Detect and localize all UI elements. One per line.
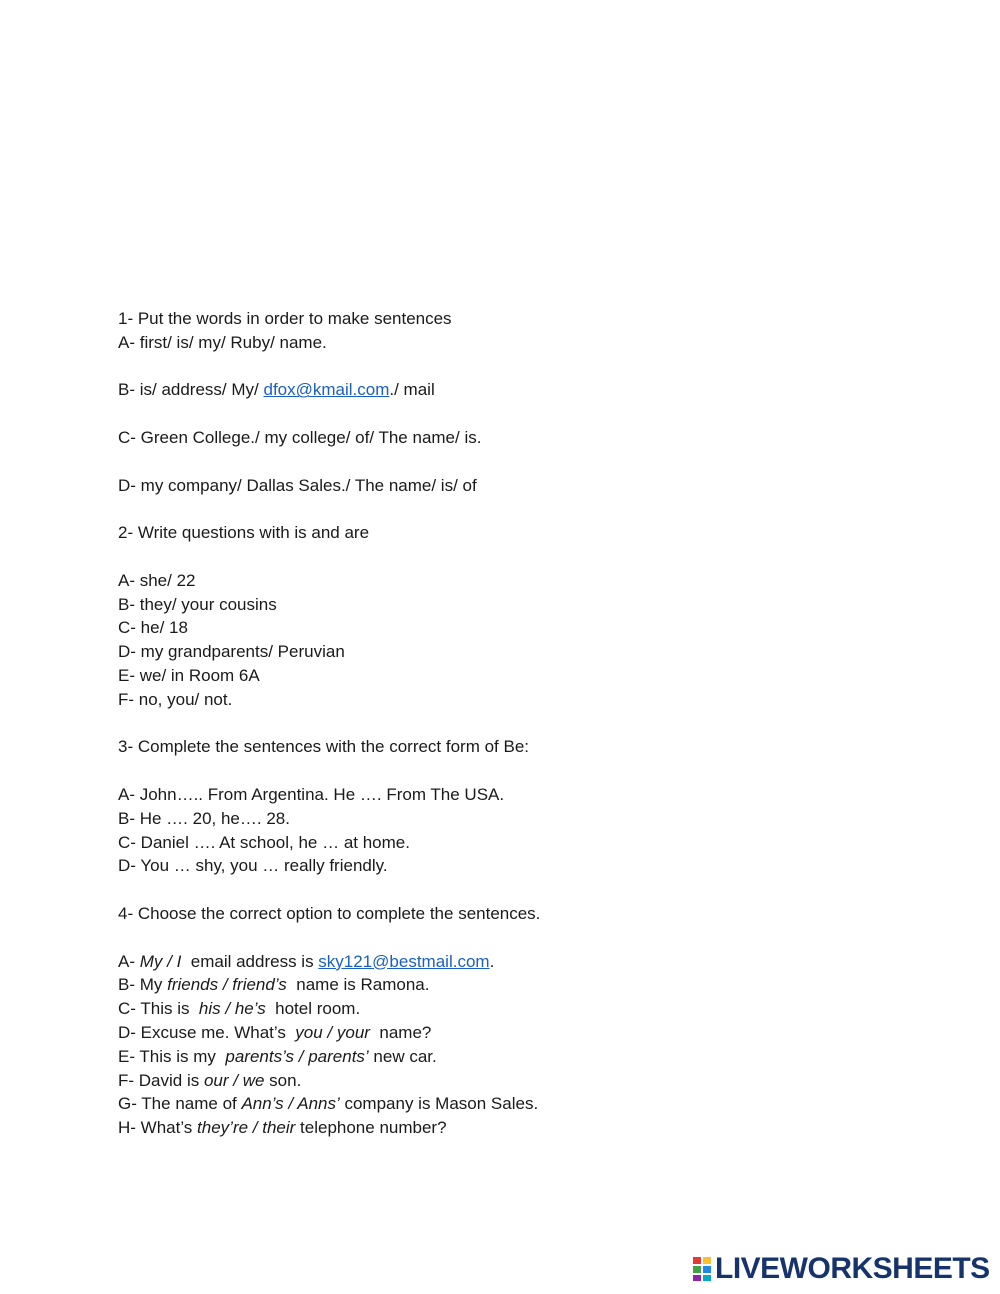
option-choice[interactable]: Ann’s / Anns’	[241, 1094, 340, 1114]
item-text: .	[489, 951, 495, 971]
section-4-item-g	[118, 1092, 878, 1116]
item-text: F- David is	[118, 1070, 204, 1090]
item-text: name is Ramona.	[286, 975, 430, 995]
section-3-heading: 3- Complete the sentences with the correct form of Be:	[118, 737, 530, 757]
option-choice[interactable]: friends / friend’s	[167, 975, 287, 995]
item-text: A-	[118, 951, 140, 971]
section-4-item-a	[118, 950, 878, 974]
spacer	[118, 355, 878, 379]
section-2-item-b: B- they/ your cousins	[118, 594, 277, 614]
spacer	[118, 878, 878, 902]
section-4-item-d	[118, 1021, 878, 1045]
item-text: B- My	[118, 975, 168, 995]
item-text: hotel room.	[265, 999, 361, 1019]
email-link[interactable]: sky121@bestmail.com	[318, 951, 490, 971]
option-choice[interactable]: they’re / their	[197, 1118, 296, 1138]
section-3-item-b: B- He …. 20, he…. 28.	[118, 808, 290, 828]
option-choice[interactable]: My / I	[139, 951, 182, 971]
liveworksheets-brand[interactable]	[692, 1253, 990, 1285]
spacer	[118, 545, 878, 569]
spacer	[118, 759, 878, 783]
item-text: email address is	[181, 951, 319, 971]
spacer	[118, 497, 878, 521]
spacer	[118, 712, 878, 736]
logo-tile	[702, 1274, 712, 1282]
section-2-item-e: E- we/ in Room 6A	[118, 665, 260, 685]
spacer	[118, 450, 878, 474]
option-choice[interactable]: his / he’s	[198, 999, 266, 1019]
section-2-heading: 2- Write questions with is and are	[118, 523, 370, 543]
section-3-item-a: A- John….. From Argentina. He …. From The USA.	[118, 784, 505, 804]
item-text: ./ mail	[389, 380, 435, 400]
section-4-item-b	[118, 973, 878, 997]
section-4-item-h	[118, 1116, 878, 1140]
item-text: D- Excuse me. What’s	[118, 1022, 296, 1042]
brand-name: LIVEWORKSHEETS	[715, 1252, 990, 1285]
worksheet	[118, 307, 878, 1140]
item-text: H- What’s	[118, 1118, 198, 1138]
item-text: name?	[369, 1022, 432, 1042]
section-1-item-d: D- my company/ Dallas Sales./ The name/ is/ of	[118, 475, 477, 495]
liveworksheets-logo-icon	[692, 1256, 712, 1282]
section-1-item-c: C- Green College./ my college/ of/ The name/ is.	[118, 427, 482, 447]
spacer	[118, 926, 878, 950]
section-4-item-f	[118, 1069, 878, 1093]
item-text: G- The name of	[118, 1094, 242, 1114]
item-text: C- This is	[118, 999, 199, 1019]
logo-tile	[702, 1256, 712, 1265]
option-choice[interactable]: you / your	[295, 1022, 370, 1042]
item-text: son.	[264, 1070, 302, 1090]
logo-tile	[692, 1256, 702, 1265]
logo-tile	[692, 1274, 702, 1282]
item-text: telephone number?	[295, 1118, 447, 1138]
spacer	[118, 402, 878, 426]
logo-tile	[692, 1265, 702, 1274]
section-2-item-a: A- she/ 22	[118, 570, 196, 590]
section-3-item-c: C- Daniel …. At school, he … at home.	[118, 832, 410, 852]
section-4-item-e	[118, 1045, 878, 1069]
section-2-item-f: F- no, you/ not.	[118, 689, 233, 709]
email-link[interactable]: dfox@kmail.com	[263, 380, 390, 400]
section-1-item-a: A- first/ is/ my/ Ruby/ name.	[118, 332, 327, 352]
item-text: company is Mason Sales.	[339, 1094, 539, 1114]
section-3-item-d: D- You … shy, you … really friendly.	[118, 856, 388, 876]
item-text: new car.	[368, 1046, 437, 1066]
option-choice[interactable]: parents’s / parents’	[225, 1046, 369, 1066]
section-1-item-b	[118, 378, 878, 402]
section-1-heading: 1- Put the words in order to make sentences	[118, 309, 452, 328]
section-2-item-c: C- he/ 18	[118, 618, 188, 638]
item-text: E- This is my	[118, 1046, 226, 1066]
section-4-item-c	[118, 997, 878, 1021]
item-text: B- is/ address/ My/	[118, 380, 264, 400]
section-4-heading: 4- Choose the correct option to complete the sentences.	[118, 903, 541, 923]
option-choice[interactable]: our / we	[203, 1070, 265, 1090]
section-2-item-d: D- my grandparents/ Peruvian	[118, 642, 345, 662]
logo-tile	[702, 1265, 712, 1274]
